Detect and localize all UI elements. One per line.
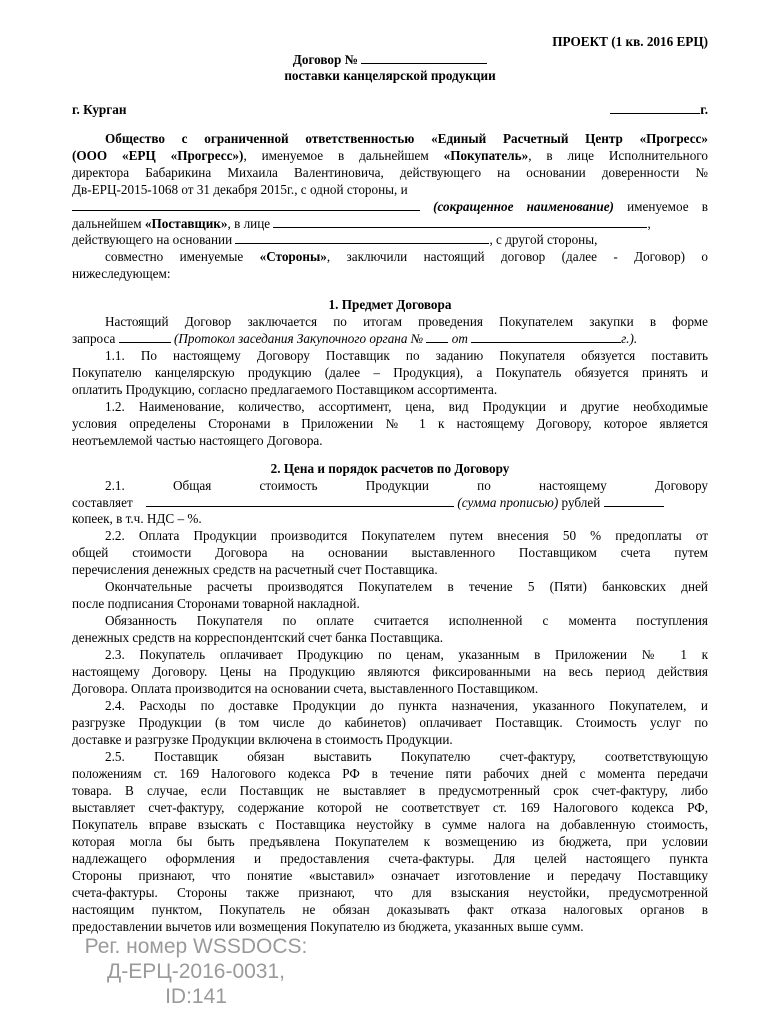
s2-line-7: Окончательные расчеты производятся Покупателем в течение 5 (Пяти) банковских дней xyxy=(105,579,708,594)
s2-line-19: товара. В случае, если Поставщик не выставляет в предусмотренный срок счет-фактуру, либо xyxy=(72,783,708,798)
s2-line-8: после подписания Сторонами товарной накладной. xyxy=(72,596,360,611)
preamble-line-1: Общество с ограниченной ответственностью «Единый Расчетный Центр «Прогресс» xyxy=(105,131,708,146)
s2-line-15: разгрузке Продукции (в том числе до кабинетов) оплачивает Поставщик. Стоимость услуг по xyxy=(72,715,708,730)
s2-line-16: доставке и разгрузке Продукции включена в стоимость Продукции. xyxy=(72,732,453,747)
preamble-line-5: (сокращенное наименование) именуемое в xyxy=(72,198,708,215)
project-label: ПРОЕКТ (1 кв. 2016 ЕРЦ) xyxy=(552,34,708,49)
watermark-line-1: Рег. номер WSSDOCS: xyxy=(84,935,308,958)
registration-watermark xyxy=(76,934,316,1009)
s1-line-6: 1.2. Наименование, количество, ассортимент, цена, вид Продукции и другие необходимые xyxy=(105,399,708,414)
preamble-line-6: дальнейшем «Поставщик», в лице , xyxy=(72,216,651,231)
s1-line-8: неотъемлемой частью настоящего Договора. xyxy=(72,433,323,448)
s2-line-20: выставляет счет-фактуру, содержание которой не соответствует ст. 169 Налогового кодекса РФ, xyxy=(72,800,708,815)
preamble-line-8: совместно именуемые «Стороны», заключили настоящий договор (далее - Договор) о xyxy=(105,249,708,264)
s2-line-21: Покупатель вправе взыскать с Поставщика неустойку в сумме налога на добавленную стоимость, xyxy=(72,817,708,832)
s2-line-13: Договора. Оплата производится на основании счета, выставленного Поставщиком. xyxy=(72,681,539,696)
s2-line-10: денежных средств на корреспондентский счет банка Поставщика. xyxy=(72,630,444,645)
preamble-line-2: (ООО «ЕРЦ «Прогресс»), именуемое в дальнейшем «Покупатель», в лице Исполнительного xyxy=(72,148,708,163)
s2-line-24: Стороны признают, что понятие «выставил» означает изготовление и передачу Поставщику xyxy=(72,868,708,883)
s2-line-23: надлежащего оформления и предоставления счета-фактуры. Для целей настоящего пункта xyxy=(72,851,708,866)
rubles-blank xyxy=(604,494,664,507)
section-2-title: 2. Цена и порядок расчетов по Договору xyxy=(270,461,510,476)
s2-line-26: настоящим пунктом, Покупатель не обязан доказывать факт отказа налоговых органов в xyxy=(72,902,708,917)
s2-line-22: которая могла бы быть предъявлена Покупателем к возмещению из бюджета, при условии xyxy=(72,834,708,849)
contract-subject: поставки канцелярской продукции xyxy=(284,68,496,83)
s2-line-6: перечисления денежных средств на расчетный счет Поставщика. xyxy=(72,562,438,577)
supplier-name-blank xyxy=(72,198,420,211)
watermark-line-2: Д-ЕРЦ-2016-0031, xyxy=(106,960,286,983)
basis-blank xyxy=(235,231,489,244)
s2-line-27: предоставлении вычетов или возмещения Покупателю из бюджета, указанных выше сумм. xyxy=(72,919,584,934)
s2-line-5: общей стоимости Договора на основании выставленного Поставщиком счета путем xyxy=(72,545,708,560)
request-blank xyxy=(119,330,171,343)
s1-line-5: оплатить Продукцию, согласно предлагаемого Поставщиком ассортимента. xyxy=(72,382,498,397)
s2-line-12: настоящему Договору. Цены на Продукцию являются фиксированными на весь период действия xyxy=(72,664,708,679)
protocol-date-blank xyxy=(471,330,621,343)
contract-number: Договор № xyxy=(72,51,708,68)
sum-blank xyxy=(146,494,454,507)
s2-line-2: составляет (сумма прописью) рублей xyxy=(72,494,708,511)
date-line: г. xyxy=(72,101,708,118)
protocol-no-blank xyxy=(426,330,448,343)
date-blank xyxy=(610,101,700,114)
s2-line-3: копеек, в т.ч. НДС – %. xyxy=(72,511,202,526)
section-1-title: 1. Предмет Договора xyxy=(328,297,452,312)
s1-line-1: Настоящий Договор заключается по итогам проведения Покупателем закупки в форме xyxy=(105,314,708,329)
s1-line-4: Покупателю канцелярскую продукцию (далее – Продукция), а Покупатель обязуется принять и xyxy=(72,365,708,380)
s2-line-18: положениям ст. 169 Налогового кодекса РФ в течение пяти рабочих дней с момента передачи xyxy=(72,766,708,781)
s2-line-25: счета-фактуры. Стороны также признают, что для взыскания неустойки, предусмотренной xyxy=(72,885,708,900)
s2-line-14: 2.4. Расходы по доставке Продукции до пункта назначения, указанного Покупателем, и xyxy=(105,698,708,713)
s1-line-7: условия определены Сторонами в Приложении № 1 к настоящему Договору, которое является xyxy=(72,416,708,431)
city: г. Курган xyxy=(72,102,127,117)
watermark-line-3: ID:141 xyxy=(165,985,227,1008)
s2-line-9: Обязанность Покупателя по оплате считается исполненной с момента поступления xyxy=(105,613,708,628)
s2-line-1: 2.1. Общая стоимость Продукции по настоящему Договору xyxy=(105,478,708,493)
s2-line-17: 2.5. Поставщик обязан выставить Покупателю счет-фактуру, соответствующую xyxy=(105,749,708,764)
preamble-line-7: действующего на основании , с другой стороны, xyxy=(72,232,598,247)
preamble-line-3: директора Бабарикина Михаила Валентиновича, действующего на основании доверенности № xyxy=(72,165,708,180)
preamble-line-9: нижеследующем: xyxy=(72,266,171,281)
s2-line-4: 2.2. Оплата Продукции производится Покупателем путем внесения 50 % предоплаты от xyxy=(105,528,708,543)
s1-line-2: запроса (Протокол заседания Закупочного органа № от г.). xyxy=(72,331,638,346)
contract-number-blank xyxy=(361,51,487,64)
representative-blank xyxy=(273,215,647,228)
s2-line-11: 2.3. Покупатель оплачивает Продукцию по ценам, указанным в Приложении № 1 к xyxy=(105,647,708,662)
preamble-line-4: Дв-ЕРЦ-2015-1068 от 31 декабря 2015г., с одной стороны, и xyxy=(72,182,408,197)
s1-line-3: 1.1. По настоящему Договору Поставщик по заданию Покупателя обязуется поставить xyxy=(105,348,708,363)
